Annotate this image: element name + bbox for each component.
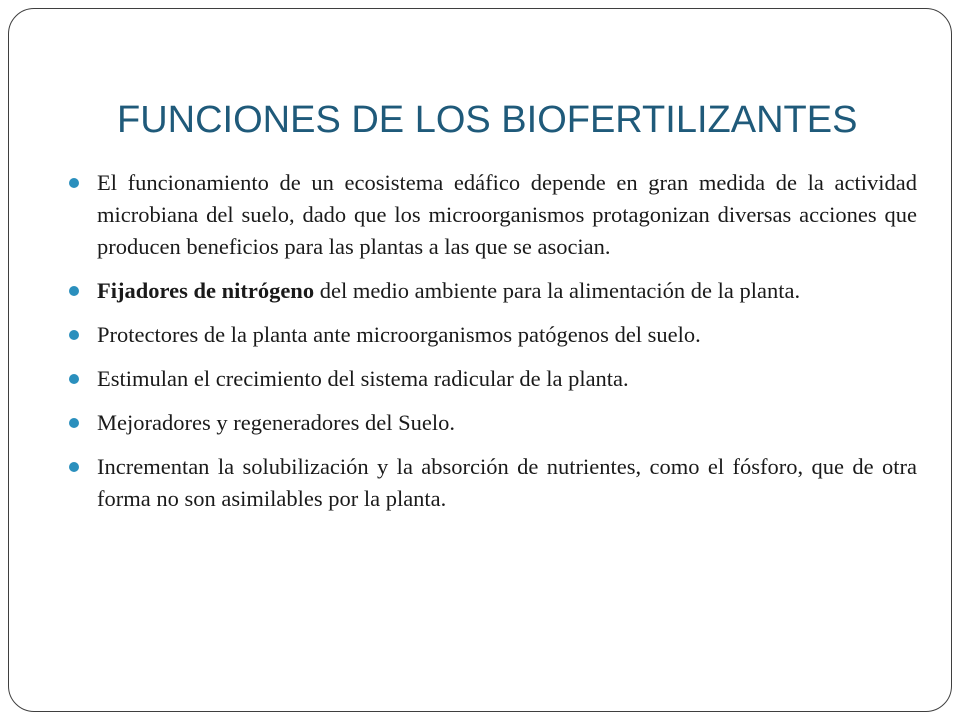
bullet-item-roots	[65, 363, 917, 395]
bullet-item-soil	[65, 407, 917, 439]
bullet-item-nutrients	[65, 451, 917, 515]
bullet-dot-icon	[69, 374, 79, 384]
bullet-text: Incrementan la solubilización y la absorción de nutrientes, como el fósforo, que de otra forma no son asimilables por la planta.	[97, 454, 917, 511]
bullet-text: Mejoradores y regeneradores del Suelo.	[97, 410, 455, 435]
bullet-dot-icon	[69, 418, 79, 428]
bullet-dot-icon	[69, 286, 79, 296]
bullet-list	[65, 167, 917, 527]
bullet-dot-icon	[69, 178, 79, 188]
bullet-bold-lead: Fijadores de nitrógeno	[97, 278, 315, 303]
bullet-text: El funcionamiento de un ecosistema edáfico depende en gran medida de la actividad microbiana del suelo, dado que los microorganismos protagonizan diversas acciones que producen beneficios para las plantas a las que se asocian.	[97, 170, 917, 259]
bullet-item-nitrogen	[65, 275, 917, 307]
bullet-dot-icon	[69, 462, 79, 472]
bullet-text: del medio ambiente para la alimentación de la planta.	[314, 278, 801, 303]
bullet-item-ecosystem	[65, 167, 917, 263]
bullet-item-protectors	[65, 319, 917, 351]
bullet-text: Estimulan el crecimiento del sistema radicular de la planta.	[97, 366, 629, 391]
slide-title: FUNCIONES DE LOS BIOFERTILIZANTES	[117, 99, 858, 141]
bullet-dot-icon	[69, 330, 79, 340]
bullet-text: Protectores de la planta ante microorganismos patógenos del suelo.	[97, 322, 701, 347]
slide-frame	[8, 8, 952, 712]
